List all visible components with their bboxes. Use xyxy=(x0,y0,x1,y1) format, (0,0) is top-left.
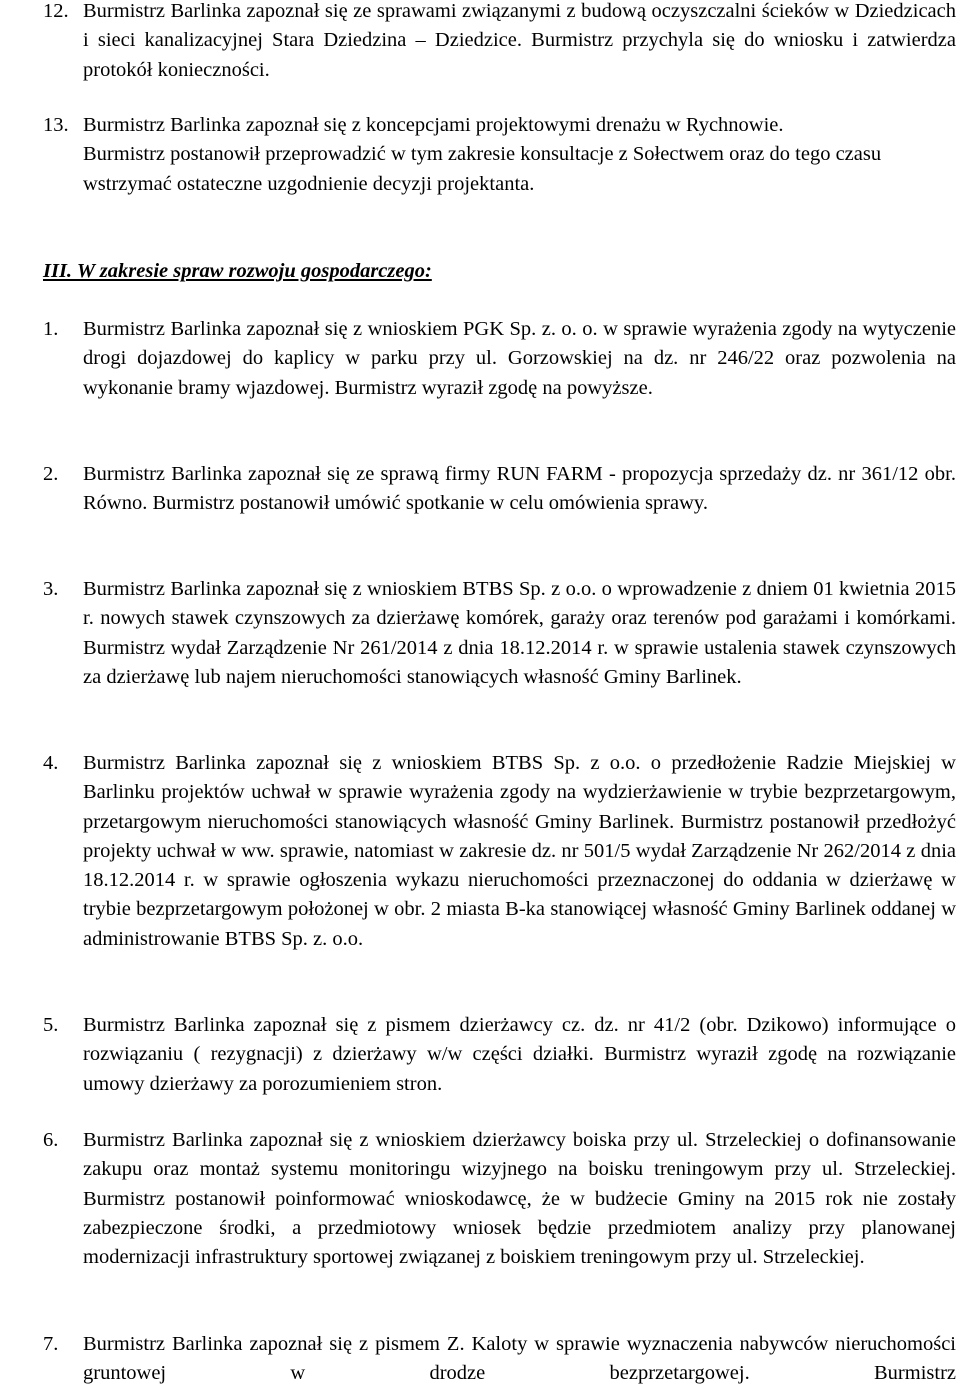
section-heading: III. W zakresie spraw rozwoju gospodarczego: xyxy=(43,260,432,282)
list-item-6 xyxy=(43,1126,956,1272)
item-body xyxy=(83,315,956,403)
item-number: 5. xyxy=(43,1014,59,1036)
item-body xyxy=(83,575,956,692)
item-number: 7. xyxy=(43,1333,59,1355)
item-paragraph: Burmistrz Barlinka zapoznał się z wnioskiem BTBS Sp. z o.o. o wprowadzenie z dniem 01 kwietnia 2015 r. nowych stawek czynszowych za dzierżawę komórek, garaży oraz terenów pod garażami i komórkami. Burmistrz wydał Zarządzenie Nr 261/2014 z dnia 18.12.2014 r. w sprawie ustalenia stawek czynszowych za dzierżawę lub najem nieruchomości stanowiących własność Gminy Barlinek. xyxy=(83,578,956,688)
list-item-4 xyxy=(43,749,956,954)
list-item-2 xyxy=(43,460,956,519)
item-paragraph: Burmistrz Barlinka zapoznał się z pismem dzierżawcy cz. dz. nr 41/2 (obr. Dzikowo) informujące o rozwiązaniu ( rezygnacji) z dzierżawy w/w części działki. Burmistrz wyraził zgodę na rozwiązanie umowy dzierżawy za porozumieniem stron. xyxy=(83,1014,956,1095)
item-paragraph: Burmistrz postanowił przeprowadzić w tym zakresie konsultacje z Sołectwem oraz do tego czasu wstrzymać ostateczne uzgodnienie decyzji projektanta. xyxy=(83,143,882,195)
item-body xyxy=(83,1126,956,1272)
list-item-3 xyxy=(43,575,956,692)
list-item-1 xyxy=(43,315,956,403)
item-body xyxy=(83,0,956,85)
list-item-12 xyxy=(43,0,956,85)
item-body xyxy=(83,1330,956,1389)
item-paragraph: Burmistrz Barlinka zapoznał się ze sprawami związanymi z budową oczyszczalni ścieków w Dziedzicach i sieci kanalizacyjnej Stara Dziedzina – Dziedzice. Burmistrz przychyla się do wniosku i zatwierdza protokół konieczności. xyxy=(83,0,956,81)
list-item-5 xyxy=(43,1011,956,1099)
item-number: 3. xyxy=(43,578,59,600)
item-body xyxy=(83,460,956,519)
item-paragraph: Burmistrz Barlinka zapoznał się ze sprawą firmy RUN FARM - propozycja sprzedaży dz. nr 361/12 obr. Równo. Burmistrz postanowił umówić spotkanie w celu omówienia sprawy. xyxy=(83,463,956,515)
list-item-13 xyxy=(43,111,956,199)
item-body xyxy=(83,749,956,954)
item-paragraph: Burmistrz Barlinka zapoznał się z wnioskiem dzierżawcy boiska przy ul. Strzeleckiej o dofinansowanie zakupu oraz montaż systemu monitoringu wizyjnego na boisku treningowym przy ul. Strzeleckiej. Burmistrz postanowił poinformować wnioskodawcę, że w budżecie Gminy na 2015 rok nie zostały zabezpieczone środki, a przedmiotowy wniosek będzie przedmiotem analizy przy planowanej modernizacji infrastruktury sportowej związanej z boiskiem treningowym przy ul. Strzeleckiej. xyxy=(83,1129,956,1269)
item-number: 4. xyxy=(43,752,59,774)
list-item-7 xyxy=(43,1330,956,1389)
item-body xyxy=(83,1011,956,1099)
item-number: 1. xyxy=(43,318,59,340)
item-number: 13. xyxy=(43,114,69,136)
item-number: 12. xyxy=(43,0,69,22)
item-paragraph: Burmistrz Barlinka zapoznał się z koncepcjami projektowymi drenażu w Rychnowie. xyxy=(83,114,784,136)
item-number: 6. xyxy=(43,1129,59,1151)
item-paragraph: Burmistrz Barlinka zapoznał się z wnioskiem BTBS Sp. z o.o. o przedłożenie Radzie Miejskiej w Barlinku projektów uchwał w sprawie wyrażenia zgody na wydzierżawienie w trybie bezprzetargowym, przetargowym nieruchomości stanowiących własność Gminy Barlinek. Burmistrz postanowił przedłożyć projekty uchwał w ww. sprawie, natomiast w zakresie dz. nr 501/5 wydał Zarządzenie Nr 262/2014 z dnia 18.12.2014 r. w sprawie ogłoszenia wykazu nieruchomości przeznaczonej do oddania w dzierżawę w trybie bezprzetargowym położonej w obr. 2 miasta B-ka stanowiącej własność Gminy Barlinek oddanej w administrowanie BTBS Sp. z. o.o. xyxy=(83,752,956,950)
item-paragraph: Burmistrz Barlinka zapoznał się z wnioskiem PGK Sp. z. o. o. w sprawie wyrażenia zgody na wytyczenie drogi dojazdowej do kaplicy w parku przy ul. Gorzowskiej na dz. nr 246/22 oraz pozwolenia na wykonanie bramy wjazdowej. Burmistrz wyraził zgodę na powyższe. xyxy=(83,318,956,399)
item-paragraph: Burmistrz Barlinka zapoznał się z pismem Z. Kaloty w sprawie wyznaczenia nabywców nieruchomości gruntowej w drodze bezprzetargowej. Burmistrz xyxy=(83,1333,956,1385)
item-number: 2. xyxy=(43,463,59,485)
item-body xyxy=(83,111,956,199)
